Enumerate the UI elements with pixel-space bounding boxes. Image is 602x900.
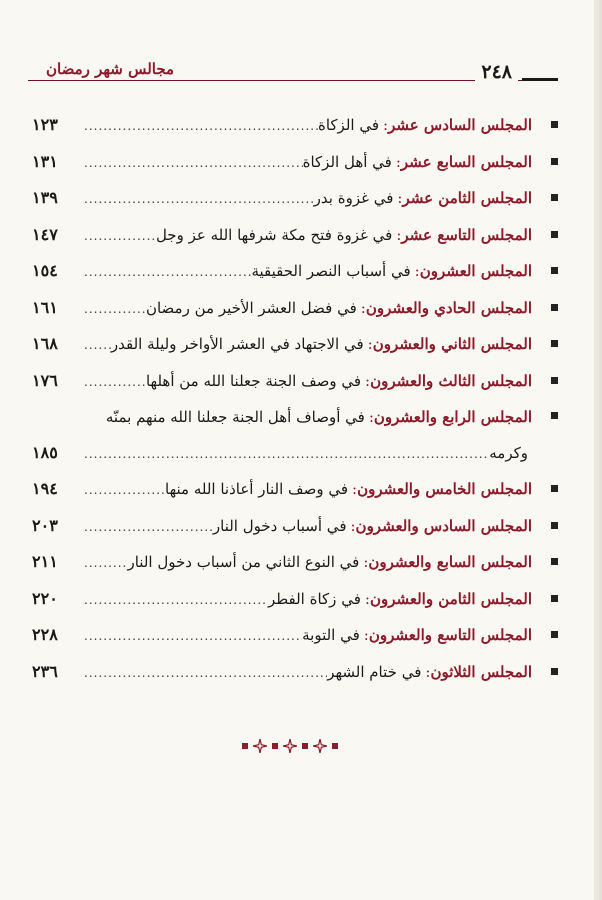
leader-dots [78, 150, 303, 176]
entry-title: المجلس الثلاثون [430, 662, 532, 681]
entry-description: في وصف الجنة جعلنا الله من أهلها [145, 371, 362, 390]
entry-title: المجلس التاسع والعشرون [368, 626, 532, 644]
leader-dots [78, 477, 165, 503]
entry-description: في أسباب دخول النار [212, 516, 347, 535]
leader-dots [78, 587, 268, 613]
entry-title: المجلس الثامن والعشرون [369, 589, 532, 608]
leader-dots [78, 623, 302, 649]
toc-entry[interactable] [32, 222, 556, 259]
leader-dots [78, 296, 146, 322]
page-number: ٢٤٨ [475, 61, 518, 83]
entry-page: ١٦٨ [32, 334, 58, 353]
entry-title: المجلس السابع والعشرون [368, 553, 532, 571]
toc-entry[interactable] [32, 622, 556, 659]
toc-entry[interactable] [32, 404, 556, 476]
bullet-icon [551, 121, 558, 128]
bullet-icon [551, 668, 558, 675]
ornament-star-icon [253, 739, 267, 753]
entry-title: المجلس السابع عشر [400, 152, 532, 171]
toc-entry[interactable] [32, 368, 556, 405]
entry-title: المجلس الرابع والعشرون [373, 408, 532, 426]
toc-entry[interactable] [32, 659, 556, 696]
ornament-square-icon [272, 743, 278, 749]
leader-dots [78, 259, 251, 285]
bullet-icon [551, 194, 558, 201]
entry-page: ٢٠٣ [32, 515, 58, 535]
page-header [28, 60, 558, 88]
leader-dots [78, 113, 318, 139]
entry-title: المجلس السادس عشر [388, 116, 532, 134]
entry-description: في أسباب النصر الحقيقية [251, 262, 411, 280]
entry-page: ١٥٤ [32, 261, 58, 280]
entry-description-cont: وكرمه [489, 444, 528, 462]
page-edge [594, 0, 602, 900]
ornament-square-icon [242, 743, 248, 749]
entry-title: المجلس الثاني والعشرون [372, 335, 532, 353]
bullet-icon [551, 485, 558, 492]
entry-title: المجلس السادس والعشرون [355, 516, 532, 535]
entry-description: في الاجتهاد في العشر الأواخر وليلة القدر [110, 335, 364, 353]
bullet-icon [551, 558, 558, 565]
entry-colon: : [396, 225, 402, 244]
entry-colon: : [352, 480, 358, 498]
entry-description: في غزوة بدر [313, 189, 394, 207]
entry-colon: : [350, 516, 356, 535]
toc-entry[interactable] [32, 295, 556, 332]
leader-dots [78, 441, 489, 467]
entry-colon: : [395, 152, 401, 171]
ornament-square-icon [302, 743, 308, 749]
entry-description: في غزوة فتح مكة شرفها الله عز وجل [155, 225, 393, 244]
bullet-icon [551, 231, 558, 238]
toc-entry[interactable] [32, 549, 556, 586]
entry-description: في الزكاة [317, 116, 380, 134]
running-title: مجالس شهر رمضان [40, 60, 180, 78]
entry-description: في فضل العشر الأخير من رمضان [145, 298, 357, 317]
entry-colon: : [368, 408, 374, 426]
entry-description: في وصف النار أعاذنا الله منها [165, 480, 349, 498]
entry-page: ١٣٩ [32, 188, 58, 207]
leader-dots [78, 550, 127, 576]
entry-colon: : [367, 335, 373, 353]
toc-entry[interactable] [32, 112, 556, 149]
entry-page: ١٣١ [32, 151, 58, 171]
toc-entry[interactable] [32, 185, 556, 222]
entry-colon: : [364, 589, 370, 608]
entry-title: المجلس الحادي والعشرون [365, 298, 532, 317]
entry-title: المجلس التاسع عشر [401, 225, 532, 244]
entry-page: ١٨٥ [32, 443, 58, 462]
leader-dots [78, 660, 327, 686]
ornament-star-icon [283, 739, 297, 753]
entry-page: ١٦١ [32, 297, 58, 317]
entry-colon: : [425, 662, 431, 681]
entry-colon: : [397, 189, 403, 207]
entry-page: ٢٢٠ [32, 588, 58, 608]
entry-page: ١٢٣ [32, 115, 58, 134]
entry-colon: : [383, 116, 389, 134]
ornament-square-icon [332, 743, 338, 749]
toc-entry[interactable] [32, 586, 556, 623]
entry-colon: : [414, 262, 420, 280]
toc-entry[interactable] [32, 513, 556, 550]
bullet-icon [551, 377, 558, 384]
entry-page: ٢١١ [32, 552, 58, 571]
leader-dots [78, 186, 314, 212]
entry-colon: : [365, 371, 371, 390]
bullet-icon [551, 522, 558, 529]
entry-title: المجلس الثالث والعشرون [370, 371, 532, 390]
entry-page: ١٩٤ [32, 479, 58, 498]
entry-description: في التوبة [302, 626, 360, 644]
entry-title: المجلس العشرون [419, 262, 532, 280]
bullet-icon [551, 267, 558, 274]
entry-description: في زكاة الفطر [267, 589, 361, 608]
entry-page: ١٤٧ [32, 224, 58, 244]
toc-entry[interactable] [32, 331, 556, 368]
bullet-icon [551, 158, 558, 165]
toc-entry[interactable] [32, 476, 556, 513]
entry-page: ٢٣٦ [32, 661, 58, 681]
leader-dots [78, 369, 146, 395]
entry-page: ٢٢٨ [32, 625, 58, 644]
toc-entry[interactable] [32, 149, 556, 186]
entry-colon: : [360, 298, 366, 317]
ornament-star-icon [313, 739, 327, 753]
header-rule-accent [522, 78, 558, 81]
entry-colon: : [363, 626, 369, 644]
bullet-icon [551, 304, 558, 311]
entry-colon: : [363, 553, 369, 571]
leader-dots [78, 332, 111, 358]
toc-entry[interactable] [32, 258, 556, 295]
bullet-icon [551, 631, 558, 638]
leader-dots [78, 514, 213, 540]
entry-title: المجلس الثامن عشر [402, 189, 532, 207]
leader-dots [78, 223, 156, 249]
entry-description: في أهل الزكاة [302, 152, 392, 171]
bullet-icon [551, 595, 558, 602]
entry-page: ١٧٦ [32, 370, 58, 390]
bullet-icon [551, 340, 558, 347]
table-of-contents [32, 112, 556, 695]
entry-description: في ختام الشهر [327, 662, 422, 681]
entry-title: المجلس الخامس والعشرون [357, 480, 532, 498]
bullet-icon [551, 412, 558, 419]
ornament-divider [225, 736, 355, 756]
entry-description: في النوع الثاني من أسباب دخول النار [127, 553, 360, 571]
entry-description: في أوصاف أهل الجنة جعلنا الله منهم بمنّه [105, 408, 365, 426]
